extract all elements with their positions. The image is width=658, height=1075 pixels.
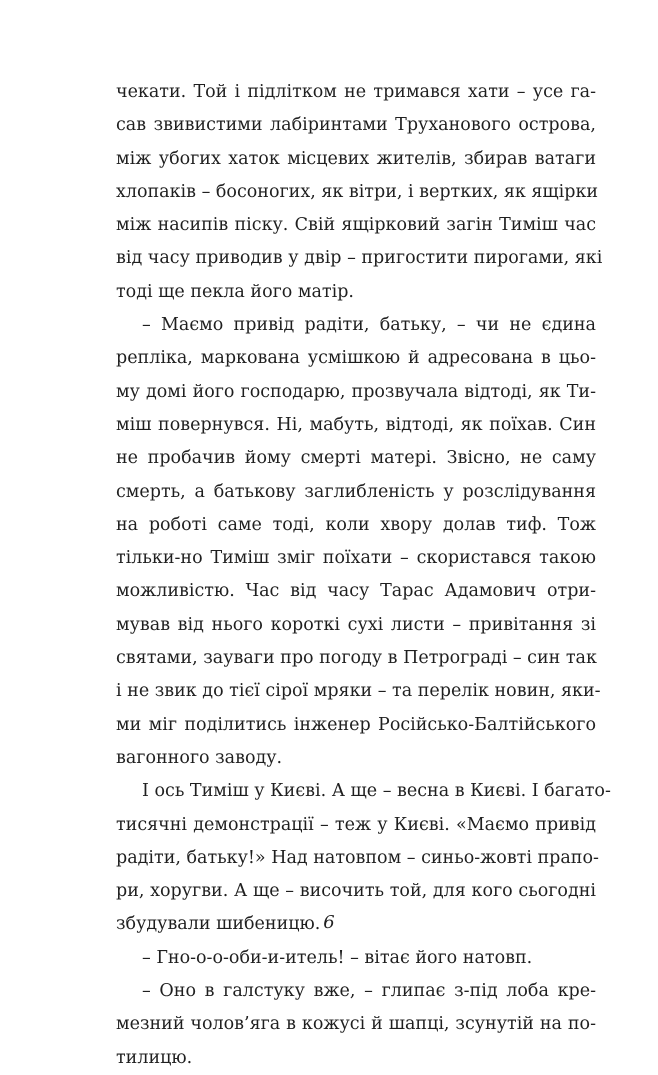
text-line: між насипів піску. Свій ящірковий загін Тиміш час: [116, 215, 596, 236]
paragraph: [116, 309, 601, 775]
text-line: тисячні демонстрації – теж у Києві. «Маємо привід: [116, 814, 596, 835]
text-line: міш повернувся. Ні, мабуть, відтоді, як поїхав. Син: [116, 414, 596, 435]
text-line: мував від нього короткі сухі листи – привітання зі: [116, 614, 596, 635]
text-line: збудували шибеницю.: [116, 914, 321, 935]
text-line: між убогих хаток місцевих жителів, збирав ватаги: [116, 148, 596, 169]
text-line: і не звик до тієї сірої мряки – та перелік новин, яки-: [116, 681, 601, 702]
text-line: І ось Тиміш у Києві. А ще – весна в Києві. І багато-: [142, 781, 611, 802]
text-line: вагонного заводу.: [116, 747, 283, 768]
paragraph: [116, 975, 596, 1075]
text-line: святами, зауваги про погоду в Петрограді – син так: [116, 648, 597, 669]
text-line: мезний чолов’яга в кожусі й шапці, зсунутій на по-: [116, 1014, 596, 1035]
text-line: му домі його господарю, прозвучала відтоді, як Ти-: [116, 381, 596, 402]
text-line: тільки-но Тиміш зміг поїхати – скористався такою: [116, 548, 596, 569]
text-line: від часу приводив у двір – пригостити пирогами, які: [116, 248, 603, 269]
paragraph: [116, 76, 603, 309]
paragraph: [116, 942, 596, 975]
text-line: – Гно-о-о-оби-и-итель! – вітає його натовп.: [142, 947, 533, 968]
text-line: – Оно в галстуку вже, – глипає з-під лоба кре-: [142, 981, 596, 1002]
text-line: можливістю. Час від часу Тарас Адамович отри-: [116, 581, 596, 602]
text-line: тилицю.: [116, 1047, 193, 1068]
text-line: ри, хоругви. А ще – височить той, для кого сьогодні: [116, 881, 596, 902]
text-line: радіти, батьку!» Над натовпом – синьо-жовті прапо-: [116, 847, 599, 868]
page-number: 6: [323, 912, 335, 933]
text-line: ми міг поділитись інженер Російсько-Балтійського: [116, 714, 596, 735]
text-line: сав звивистими лабіринтами Труханового острова,: [116, 115, 596, 136]
text-line: тоді ще пекла його матір.: [116, 281, 354, 302]
text-line: смерть, а батькову заглибленість у розслідування: [116, 481, 596, 502]
text-line: на роботі саме тоді, коли хвору долав тиф. Тож: [116, 514, 596, 535]
text-line: не пробачив йому смерті матері. Звісно, не саму: [116, 448, 596, 469]
text-line: репліка, маркована усмішкою й адресована в цьо-: [116, 348, 596, 369]
text-line: чекати. Той і підлітком не тримався хати – усе га-: [116, 82, 596, 102]
text-line: хлопаків – босоногих, як вітри, і вертких, як ящірки: [116, 181, 599, 202]
text-line: – Маємо привід радіти, батьку, – чи не єдина: [142, 315, 596, 336]
